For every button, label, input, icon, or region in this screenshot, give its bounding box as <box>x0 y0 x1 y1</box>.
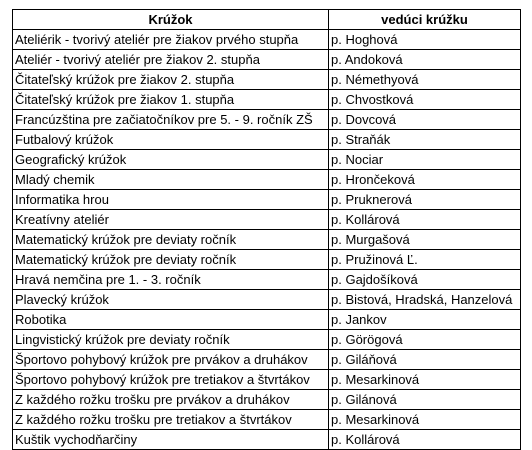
club-name-cell: Ateliérik - tvorivý ateliér pre žiakov prvého stupňa <box>13 30 329 50</box>
club-leader-cell: p. Némethyová <box>329 70 521 90</box>
club-name-cell: Robotika <box>13 310 329 330</box>
club-leader-cell: p. Kollárová <box>329 210 521 230</box>
table-row <box>13 90 521 110</box>
club-name-cell: Matematický krúžok pre deviaty ročník <box>13 250 329 270</box>
club-leader-cell: p. Pruknerová <box>329 190 521 210</box>
club-leader-cell: p. Gajdošíková <box>329 270 521 290</box>
table-row <box>13 170 521 190</box>
club-leader-cell: p. Mesarkinová <box>329 370 521 390</box>
club-leader-cell: p. Murgašová <box>329 230 521 250</box>
table-row <box>13 110 521 130</box>
club-leader-cell: p. Görögová <box>329 330 521 350</box>
club-leader-cell: p. Jankov <box>329 310 521 330</box>
table-row <box>13 70 521 90</box>
club-name-cell: Z každého rožku trošku pre prvákov a druhákov <box>13 390 329 410</box>
club-leader-cell: p. Pružinová Ľ. <box>329 250 521 270</box>
club-name-cell: Futbalový krúžok <box>13 130 329 150</box>
table-row <box>13 430 521 450</box>
club-leader-cell: p. Andoková <box>329 50 521 70</box>
table-row <box>13 190 521 210</box>
club-name-cell: Francúzština pre začiatočníkov pre 5. - 9. ročník ZŠ <box>13 110 329 130</box>
club-leader-cell: p. Hoghová <box>329 30 521 50</box>
club-name-cell: Kreatívny ateliér <box>13 210 329 230</box>
club-name-cell: Čitateľský krúžok pre žiakov 1. stupňa <box>13 90 329 110</box>
club-leader-cell: p. Gilánová <box>329 390 521 410</box>
club-leader-cell: p. Nociar <box>329 150 521 170</box>
club-name-cell: Ateliér - tvorivý ateliér pre žiakov 2. stupňa <box>13 50 329 70</box>
club-name-cell: Športovo pohybový krúžok pre prvákov a druhákov <box>13 350 329 370</box>
table-row <box>13 130 521 150</box>
club-name-cell: Informatika hrou <box>13 190 329 210</box>
table-row <box>13 410 521 430</box>
club-name-cell: Plavecký krúžok <box>13 290 329 310</box>
club-leader-cell: p. Kollárová <box>329 430 521 450</box>
club-leader-cell: p. Mesarkinová <box>329 410 521 430</box>
table-row <box>13 150 521 170</box>
club-leader-cell: p. Hrončeková <box>329 170 521 190</box>
table-row <box>13 370 521 390</box>
club-leader-cell: p. Giláňová <box>329 350 521 370</box>
club-leader-cell: p. Bistová, Hradská, Hanzelová <box>329 290 521 310</box>
table-row <box>13 350 521 370</box>
club-name-cell: Geografický krúžok <box>13 150 329 170</box>
table-row <box>13 50 521 70</box>
club-name-cell: Športovo pohybový krúžok pre tretiakov a štvrtákov <box>13 370 329 390</box>
table-row <box>13 270 521 290</box>
club-name-cell: Mladý chemik <box>13 170 329 190</box>
table-row <box>13 330 521 350</box>
table-row <box>13 250 521 270</box>
club-name-cell: Hravá nemčina pre 1. - 3. ročník <box>13 270 329 290</box>
table-row <box>13 30 521 50</box>
club-leader-cell: p. Chvostková <box>329 90 521 110</box>
table-row <box>13 210 521 230</box>
header-club: Krúžok <box>13 10 329 30</box>
club-name-cell: Čitateľský krúžok pre žiakov 2. stupňa <box>13 70 329 90</box>
clubs-table <box>12 9 521 450</box>
club-name-cell: Matematický krúžok pre deviaty ročník <box>13 230 329 250</box>
club-leader-cell: p. Dovcová <box>329 110 521 130</box>
table-row <box>13 390 521 410</box>
table-row <box>13 230 521 250</box>
table-header <box>13 10 521 30</box>
club-leader-cell: p. Straňák <box>329 130 521 150</box>
club-name-cell: Kuštik vychodňarčiny <box>13 430 329 450</box>
table-row <box>13 290 521 310</box>
header-row <box>13 10 521 30</box>
header-leader: vedúci krúžku <box>329 10 521 30</box>
club-name-cell: Z každého rožku trošku pre tretiakov a štvrtákov <box>13 410 329 430</box>
table-row <box>13 310 521 330</box>
table-body <box>13 30 521 450</box>
club-name-cell: Lingvistický krúžok pre deviaty ročník <box>13 330 329 350</box>
